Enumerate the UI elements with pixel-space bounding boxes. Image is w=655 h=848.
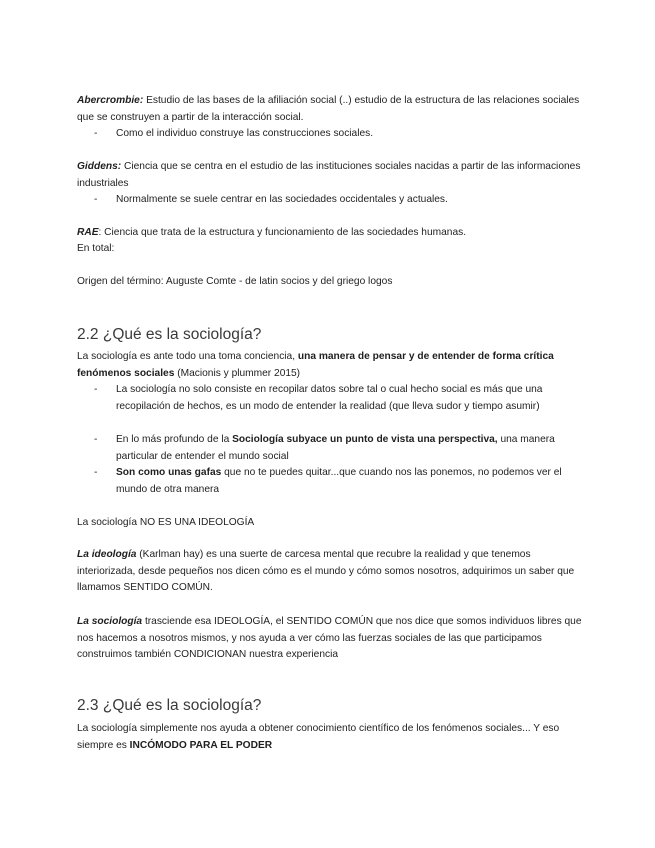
bullet-text: Como el individuo construye las construcciones sociales. [116, 128, 374, 139]
bullet-item [94, 382, 594, 415]
bullet-item [94, 465, 594, 498]
bullet-item [94, 126, 594, 143]
section-heading-2-3: 2.3 ¿Qué es la sociología? [77, 697, 262, 714]
section-heading-2-2: 2.2 ¿Qué es la sociología? [77, 326, 262, 343]
term: La ideología [77, 549, 137, 560]
origin-line: Origen del término: Auguste Comte - de latin socios y del griego logos [77, 276, 393, 287]
paragraph-text: trasciende esa IDEOLOGÍA, el SENTIDO COMÚN que nos dice que somos individuos libres que nos hacemos a nosotros mismos, y nos ayuda a ver cómo las fuerzas sociales de las que participamos construimos también CONDICIONAN nuestra experiencia [77, 616, 582, 660]
sociologia-paragraph [77, 614, 587, 664]
bullet-text: Normalmente se suele centrar en las sociedades occidentales y actuales. [116, 194, 448, 205]
bullet-bold: Sociología subyace un punto de vista una perspectiva, [232, 434, 498, 445]
bullet-dash: - [94, 434, 98, 445]
no-ideologia-line: La sociología NO ES UNA IDEOLOGÍA [77, 517, 255, 528]
bullet-item [94, 432, 594, 465]
rae-definition [77, 225, 587, 242]
definition-text: Estudio de las bases de la afiliación social (..) estudio de la estructura de las relaciones sociales que se construyen a partir de la interacción social. [77, 95, 580, 123]
intro-paragraph [77, 349, 587, 382]
bullet-dash: - [94, 467, 98, 478]
closing-paragraph [77, 721, 587, 754]
paragraph-bold: INCÓMODO PARA EL PODER [129, 739, 273, 751]
bullet-item [94, 192, 594, 209]
bullet-bold: Son como unas gafas [116, 467, 222, 478]
term: La sociología [77, 616, 143, 627]
intro-citation: (Macionis y plummer 2015) [174, 367, 301, 379]
bullet-dash: - [94, 384, 98, 395]
author-name: Giddens: [77, 161, 122, 172]
intro-text: La sociología es ante todo una toma conciencia, [77, 351, 298, 362]
bullet-text: una manera particular de entender el mundo social [116, 434, 555, 462]
giddens-definition [77, 159, 587, 192]
bullet-text: que no te puedes quitar...que cuando nos las ponemos, no podemos ver el mundo de otra manera [116, 467, 562, 495]
abercrombie-definition [77, 93, 587, 126]
bullet-dash: - [94, 128, 98, 139]
author-name: RAE [77, 227, 99, 238]
paragraph-text: La sociología simplemente nos ayuda a obtener conocimiento científico de los fenómenos sociales... Y eso siempre es [77, 723, 560, 751]
author-name: Abercrombie: [77, 95, 144, 106]
ideologia-paragraph [77, 547, 587, 597]
intro-bold: una manera de pensar y de entender de forma crítica fenómenos sociales [77, 351, 554, 379]
definition-text: Ciencia que se centra en el estudio de las instituciones sociales nacidas a partir de las informaciones industriales [77, 161, 581, 189]
bullet-dash: - [94, 194, 98, 205]
bullet-text: La sociología no solo consiste en recopilar datos sobre tal o cual hecho social es más que una recopilación de hechos, es un modo de entender la realidad (que lleva sudor y tiempo asumir) [116, 384, 543, 412]
en-total-line: En total: [77, 243, 115, 254]
definition-text: : Ciencia que trata de la estructura y funcionamiento de las sociedades humanas. [98, 227, 467, 238]
paragraph-text: (Karlman hay) es una suerte de carcesa mental que recubre la realidad y que tenemos interiorizada, desde pequeños nos dicen cómo es el mundo y cómo somos nosotros, adquirimos un saber que llamamos SENTIDO COMÚN. [77, 549, 575, 593]
bullet-text: En lo más profundo de la [116, 434, 233, 445]
